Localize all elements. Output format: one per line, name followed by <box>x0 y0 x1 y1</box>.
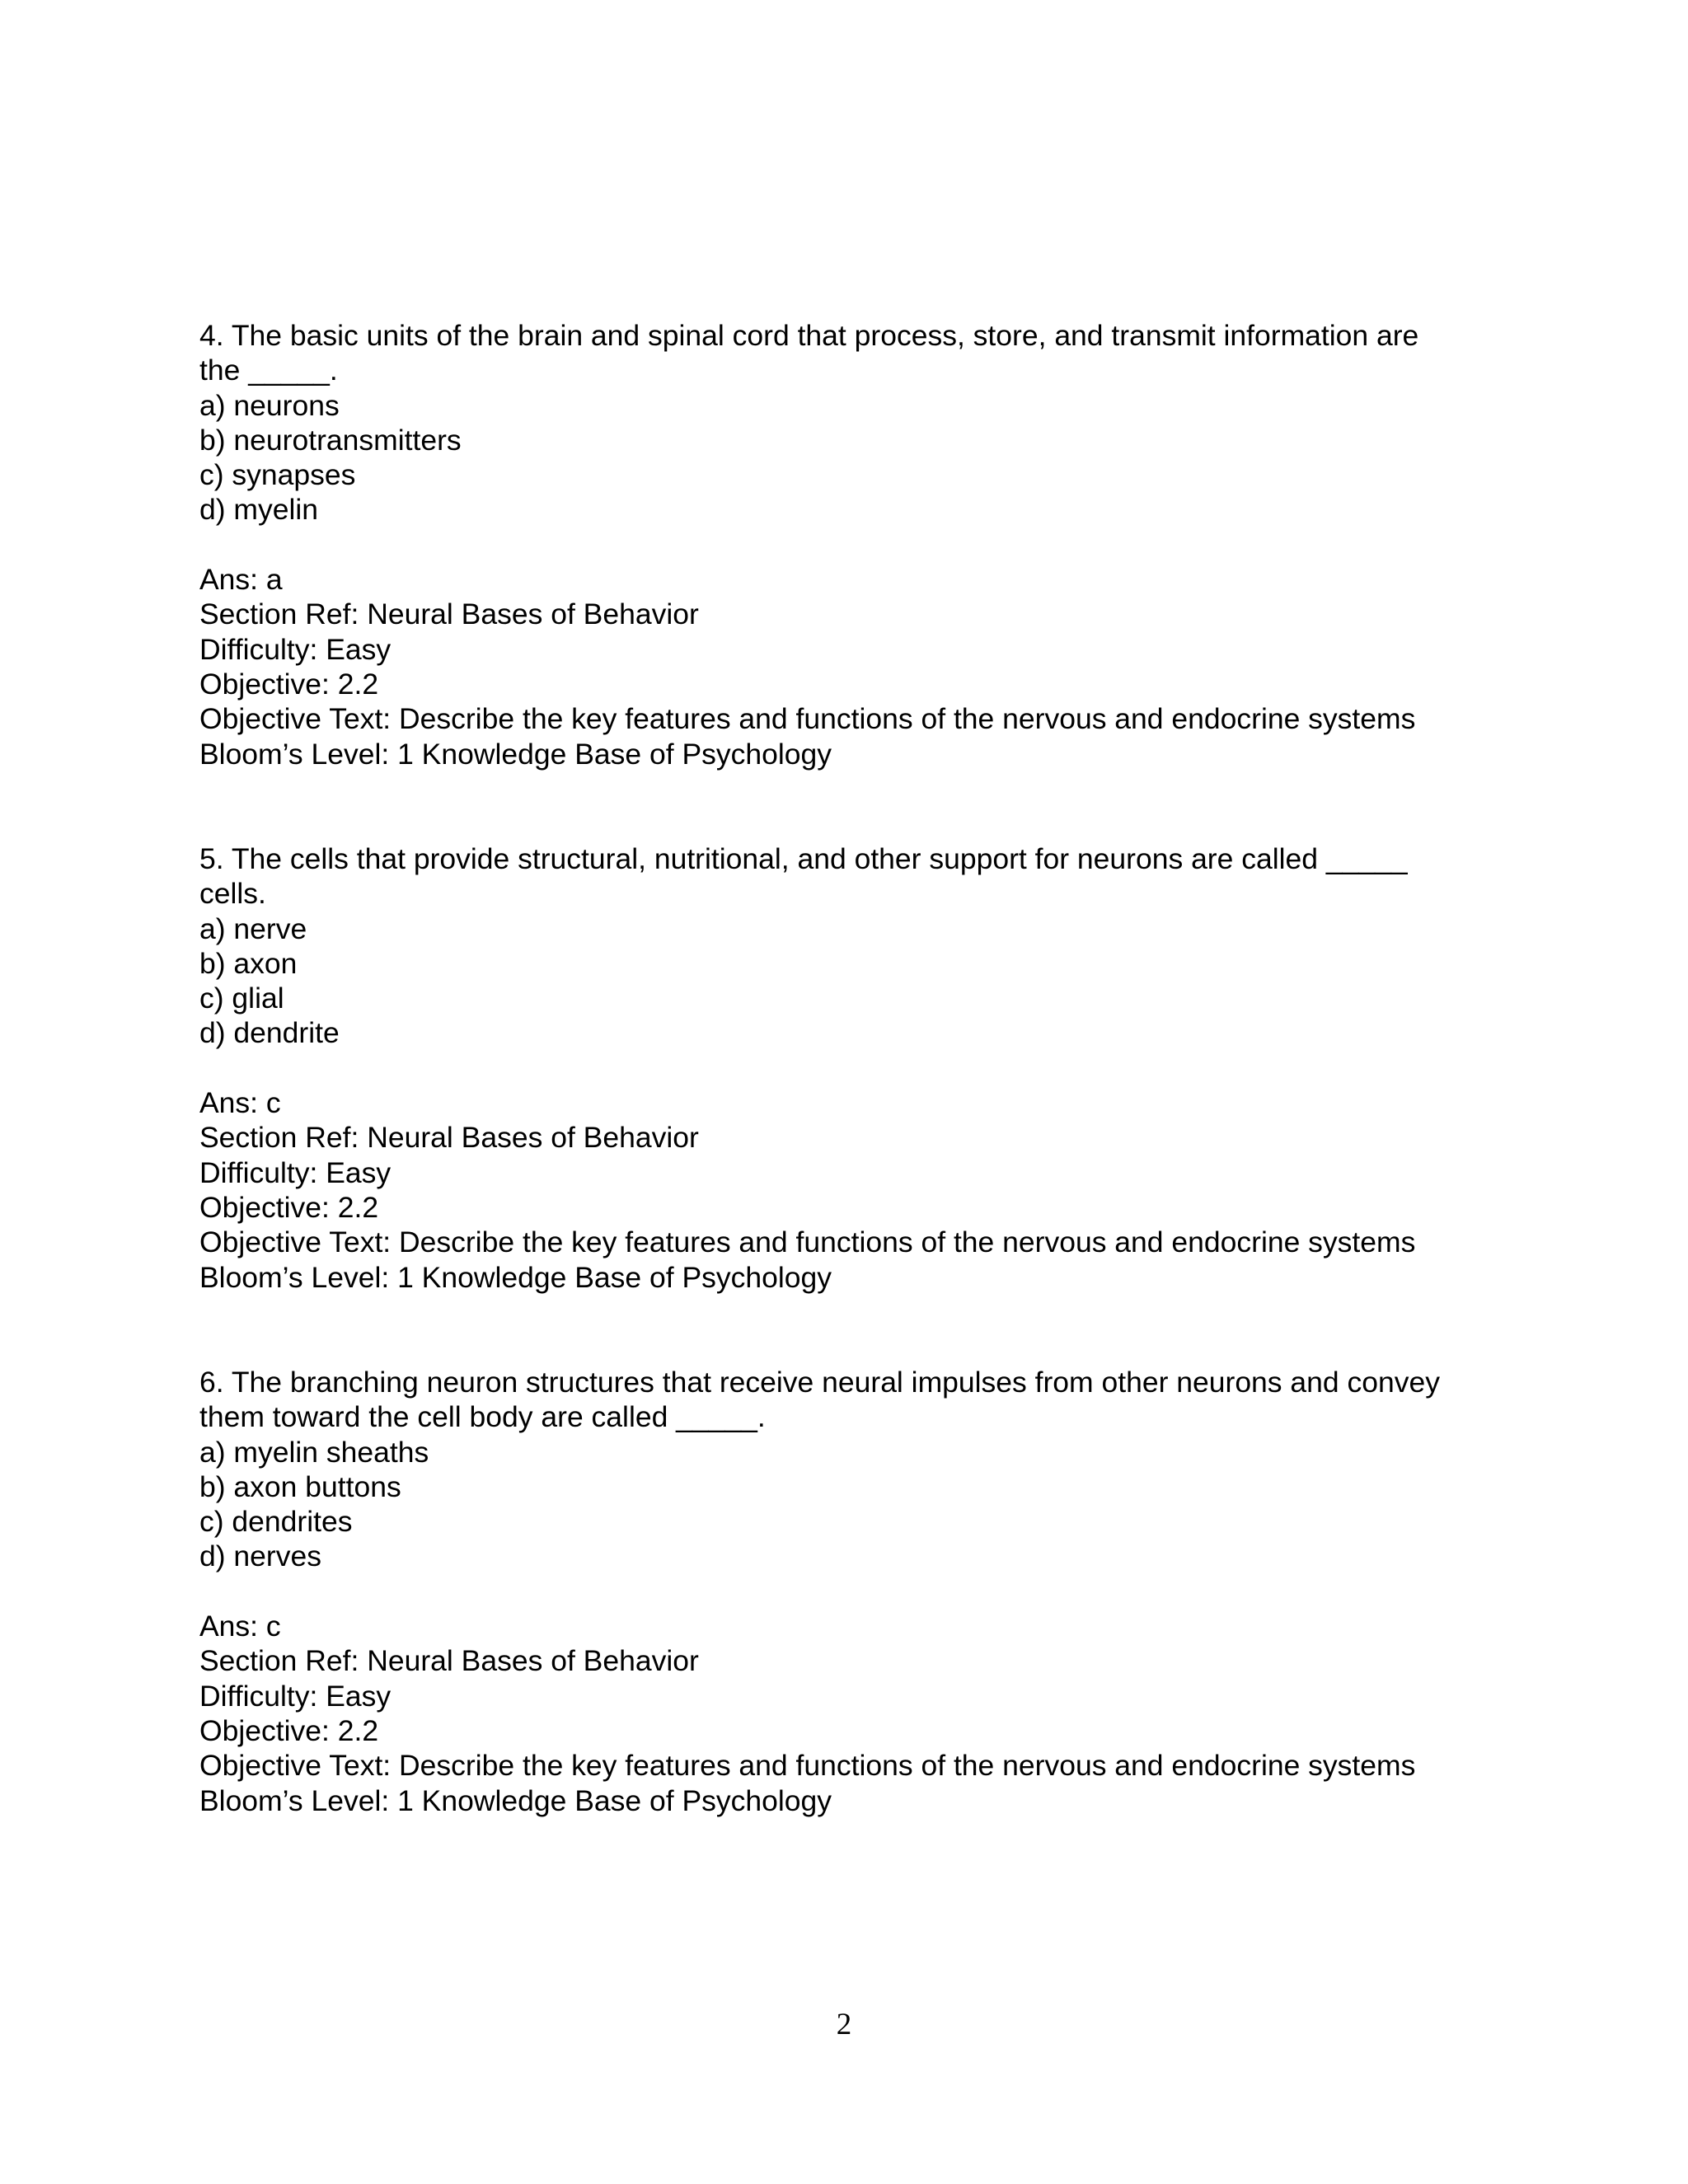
answer-option: d) nerves <box>199 1540 321 1573</box>
page-number: 2 <box>836 2008 852 2041</box>
spacer <box>199 1051 1518 1085</box>
question-stem-line: 5. The cells that provide structural, nutritional, and other support for neurons are called _____ <box>199 842 1408 875</box>
question-stem-line: 4. The basic units of the brain and spinal cord that process, store, and transmit information are <box>199 319 1419 352</box>
section-ref: Section Ref: Neural Bases of Behavior <box>199 1121 699 1155</box>
question-stem-line: 6. The branching neuron structures that receive neural impulses from other neurons and convey <box>199 1366 1440 1399</box>
answer-option: c) synapses <box>199 458 356 492</box>
question-stem-line: cells. <box>199 877 266 911</box>
question-block <box>199 1365 1518 1818</box>
answer-option: b) axon buttons <box>199 1469 401 1503</box>
objective: Objective: 2.2 <box>199 1190 379 1224</box>
question-stem-line: the _____. <box>199 354 338 387</box>
blooms-level: Bloom’s Level: 1 Knowledge Base of Psychology <box>199 1260 832 1294</box>
answer-option: b) axon <box>199 946 298 980</box>
objective-text: Objective Text: Describe the key features and functions of the nervous and endocrine systems <box>199 702 1416 736</box>
objective: Objective: 2.2 <box>199 1713 379 1747</box>
answer-option: a) myelin sheaths <box>199 1435 429 1469</box>
answer-option: c) glial <box>199 982 284 1015</box>
answer-key: Ans: c <box>199 1610 281 1643</box>
answer-option: d) myelin <box>199 493 319 527</box>
question-block <box>199 318 1518 771</box>
question-stem-line: them toward the cell body are called _____. <box>199 1400 766 1434</box>
answer-option: b) neurotransmitters <box>199 423 462 457</box>
objective: Objective: 2.2 <box>199 667 379 701</box>
blooms-level: Bloom’s Level: 1 Knowledge Base of Psychology <box>199 1783 832 1817</box>
section-ref: Section Ref: Neural Bases of Behavior <box>199 1644 699 1678</box>
answer-key: Ans: a <box>199 563 283 597</box>
difficulty: Difficulty: Easy <box>199 632 392 666</box>
answer-option: a) neurons <box>199 388 340 422</box>
objective-text: Objective Text: Describe the key features and functions of the nervous and endocrine systems <box>199 1749 1416 1783</box>
answer-option: a) nerve <box>199 912 307 945</box>
spacer <box>199 1574 1518 1609</box>
answer-key: Ans: c <box>199 1086 281 1120</box>
objective-text: Objective Text: Describe the key features and functions of the nervous and endocrine systems <box>199 1226 1416 1259</box>
question-block <box>199 841 1518 1295</box>
answer-option: c) dendrites <box>199 1505 353 1539</box>
difficulty: Difficulty: Easy <box>199 1155 392 1189</box>
spacer <box>199 527 1518 562</box>
difficulty: Difficulty: Easy <box>199 1679 392 1713</box>
answer-option: d) dendrite <box>199 1016 340 1050</box>
section-ref: Section Ref: Neural Bases of Behavior <box>199 598 699 631</box>
blooms-level: Bloom’s Level: 1 Knowledge Base of Psychology <box>199 737 832 771</box>
